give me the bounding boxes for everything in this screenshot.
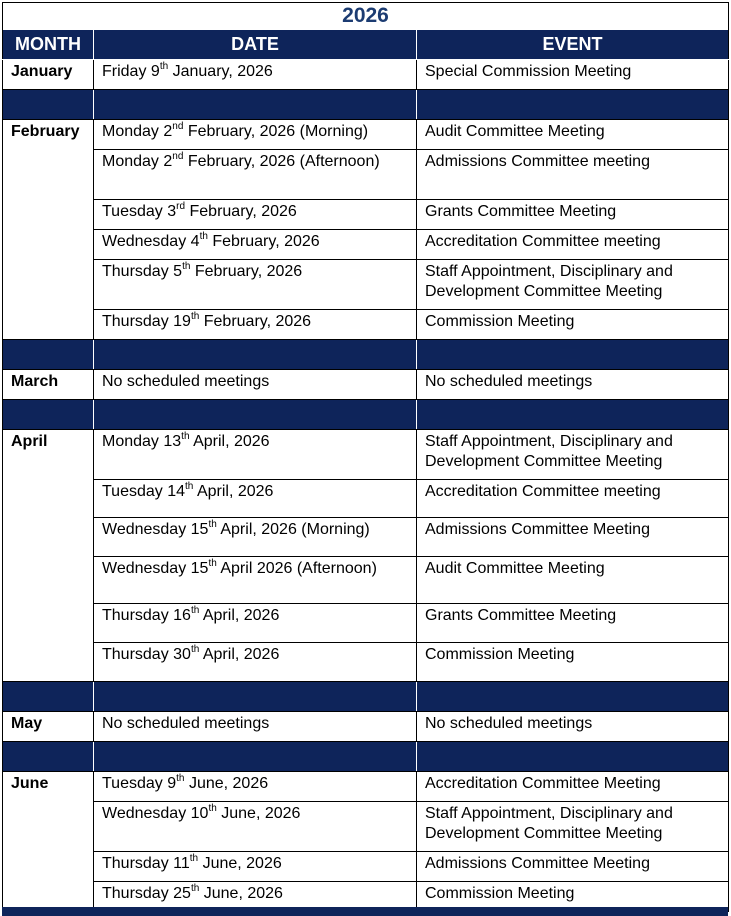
date-cell — [94, 430, 417, 480]
date-day: 15 — [190, 521, 209, 538]
date-rest: February, 2026 — [189, 203, 297, 220]
separator-row — [3, 90, 729, 120]
table-row — [3, 772, 729, 802]
separator-cell — [94, 742, 417, 772]
table-row — [3, 480, 729, 518]
date-ordinal-suffix: th — [199, 230, 208, 242]
date-weekday: Thursday — [102, 646, 169, 663]
table-row — [3, 60, 729, 90]
date-day: 10 — [190, 805, 209, 822]
separator-cell — [417, 742, 729, 772]
month-cell: February — [3, 120, 94, 340]
table-row — [3, 120, 729, 150]
date-day: 16 — [173, 607, 191, 624]
separator-cell — [3, 340, 94, 370]
date-cell — [94, 230, 417, 260]
schedule-document — [2, 2, 728, 912]
date-weekday: Thursday — [102, 855, 169, 872]
event-cell: Admissions Committee meeting — [417, 150, 729, 200]
date-weekday: Monday — [102, 153, 159, 170]
date-day: 14 — [167, 483, 186, 500]
table-row — [3, 260, 729, 310]
date-rest: April, 2026 (Morning) — [220, 521, 370, 538]
date-cell — [94, 120, 417, 150]
date-rest: April, 2026 — [196, 483, 274, 500]
date-rest: April, 2026 — [193, 433, 270, 450]
date-cell — [94, 604, 417, 643]
table-row — [3, 310, 729, 340]
date-rest: April, 2026 — [202, 646, 280, 663]
date-rest: June, 2026 — [202, 855, 282, 872]
event-cell: Staff Appointment, Disciplinary and Development Committee Meeting — [417, 802, 729, 852]
event-cell: Special Commission Meeting — [417, 60, 729, 90]
date-weekday: Monday — [102, 123, 159, 140]
event-cell: Staff Appointment, Disciplinary and Development Committee Meeting — [417, 430, 729, 480]
date-ordinal-suffix: th — [190, 882, 200, 894]
date-day: 9 — [150, 63, 160, 80]
date-ordinal-suffix: nd — [172, 150, 184, 162]
date-cell — [94, 712, 417, 742]
table-row — [3, 852, 729, 882]
date-cell — [94, 643, 417, 682]
date-weekday: Monday — [102, 433, 159, 450]
separator-row — [3, 742, 729, 772]
date-day: 25 — [173, 885, 191, 902]
separator-cell — [417, 400, 729, 430]
table-row — [3, 557, 729, 604]
separator-cell — [417, 682, 729, 712]
separator-cell — [94, 400, 417, 430]
date-ordinal-suffix: th — [190, 604, 200, 616]
date-ordinal-suffix: rd — [176, 200, 186, 212]
event-cell: No scheduled meetings — [417, 370, 729, 400]
date-day: 3 — [167, 203, 177, 220]
month-cell: March — [3, 370, 94, 400]
date-rest: June, 2026 — [188, 775, 269, 792]
date-weekday: Thursday — [102, 313, 169, 330]
date-weekday: Tuesday — [102, 203, 163, 220]
event-cell: Commission Meeting — [417, 310, 729, 340]
table-row — [3, 518, 729, 557]
table-row — [3, 200, 729, 230]
date-day: 15 — [190, 560, 209, 577]
event-cell: Admissions Committee Meeting — [417, 852, 729, 882]
separator-cell — [3, 90, 94, 120]
event-cell: Accreditation Committee meeting — [417, 230, 729, 260]
date-rest: April, 2026 — [202, 607, 280, 624]
date-weekday: Tuesday — [102, 775, 163, 792]
month-cell: April — [3, 430, 94, 682]
table-row — [3, 230, 729, 260]
date-cell — [94, 557, 417, 604]
event-cell: Accreditation Committee Meeting — [417, 772, 729, 802]
event-cell: Accreditation Committee meeting — [417, 480, 729, 518]
date-day: 30 — [173, 646, 191, 663]
date-weekday: Wednesday — [102, 560, 187, 577]
month-cell: January — [3, 60, 94, 90]
separator-cell — [94, 340, 417, 370]
date-day: 13 — [163, 433, 182, 450]
date-day: 4 — [190, 233, 200, 250]
event-cell: Audit Committee Meeting — [417, 120, 729, 150]
table-row — [3, 604, 729, 643]
event-cell: Grants Committee Meeting — [417, 200, 729, 230]
date-weekday: Thursday — [102, 263, 169, 280]
date-cell — [94, 518, 417, 557]
date-cell — [94, 150, 417, 200]
table-row — [3, 430, 729, 480]
date-rest: February, 2026 — [203, 313, 312, 330]
date-weekday: Wednesday — [102, 233, 187, 250]
date-cell — [94, 200, 417, 230]
table-row — [3, 712, 729, 742]
date-ordinal-suffix: th — [208, 802, 217, 814]
header-date: DATE — [94, 30, 417, 60]
date-cell — [94, 60, 417, 90]
date-rest: June, 2026 — [221, 805, 301, 822]
table-row — [3, 802, 729, 852]
date-cell — [94, 772, 417, 802]
year-title: 2026 — [3, 3, 729, 30]
header-month: MONTH — [3, 30, 94, 60]
date-day: 9 — [167, 775, 177, 792]
separator-cell — [3, 400, 94, 430]
date-cell — [94, 480, 417, 518]
separator-cell — [417, 90, 729, 120]
separator-row — [3, 682, 729, 712]
date-weekday: Thursday — [102, 885, 169, 902]
date-weekday: Wednesday — [102, 805, 187, 822]
event-cell: Commission Meeting — [417, 882, 729, 912]
separator-row — [3, 340, 729, 370]
table-row — [3, 370, 729, 400]
event-cell: No scheduled meetings — [417, 712, 729, 742]
separator-row — [3, 400, 729, 430]
date-cell — [94, 310, 417, 340]
date-rest: June, 2026 — [203, 885, 283, 902]
column-header-row — [3, 30, 729, 60]
date-cell — [94, 370, 417, 400]
date-rest: February, 2026 (Morning) — [187, 123, 369, 140]
month-cell: June — [3, 772, 94, 912]
date-day: 2 — [163, 153, 173, 170]
month-cell: May — [3, 712, 94, 742]
date-ordinal-suffix: th — [190, 310, 200, 322]
bottom-separator-bar — [2, 907, 728, 916]
date-weekday: Wednesday — [102, 521, 187, 538]
event-cell: Admissions Committee Meeting — [417, 518, 729, 557]
date-rest: January, 2026 — [172, 63, 273, 80]
date-rest: February, 2026 (Afternoon) — [187, 153, 380, 170]
schedule-body — [3, 60, 729, 912]
event-cell: Audit Committee Meeting — [417, 557, 729, 604]
separator-cell — [417, 340, 729, 370]
separator-cell — [3, 682, 94, 712]
date-day: 11 — [173, 855, 190, 872]
date-ordinal-suffix: th — [176, 772, 185, 784]
date-rest: February, 2026 — [212, 233, 320, 250]
date-ordinal-suffix: nd — [172, 120, 184, 132]
date-ordinal-suffix: th — [185, 480, 194, 492]
date-text: No scheduled meetings — [102, 715, 270, 732]
date-ordinal-suffix: th — [189, 852, 199, 864]
separator-cell — [94, 682, 417, 712]
date-cell — [94, 802, 417, 852]
date-ordinal-suffix: th — [190, 643, 200, 655]
meeting-schedule-table — [2, 2, 729, 912]
header-event: EVENT — [417, 30, 729, 60]
event-cell: Staff Appointment, Disciplinary and Development Committee Meeting — [417, 260, 729, 310]
separator-cell — [3, 742, 94, 772]
date-weekday: Thursday — [102, 607, 169, 624]
separator-cell — [94, 90, 417, 120]
event-cell: Grants Committee Meeting — [417, 604, 729, 643]
date-ordinal-suffix: th — [181, 430, 190, 442]
date-ordinal-suffix: th — [159, 60, 169, 72]
date-day: 19 — [173, 313, 191, 330]
date-weekday: Friday — [102, 63, 147, 80]
date-rest: April 2026 (Afternoon) — [220, 560, 377, 577]
date-day: 2 — [163, 123, 173, 140]
date-ordinal-suffix: th — [208, 518, 217, 530]
date-text: No scheduled meetings — [102, 373, 270, 390]
date-weekday: Tuesday — [102, 483, 163, 500]
date-cell — [94, 260, 417, 310]
date-rest: February, 2026 — [194, 263, 303, 280]
date-day: 5 — [173, 263, 183, 280]
date-ordinal-suffix: th — [182, 260, 191, 272]
table-row — [3, 643, 729, 682]
table-row — [3, 150, 729, 200]
date-ordinal-suffix: th — [208, 557, 217, 569]
event-cell: Commission Meeting — [417, 643, 729, 682]
date-cell — [94, 852, 417, 882]
